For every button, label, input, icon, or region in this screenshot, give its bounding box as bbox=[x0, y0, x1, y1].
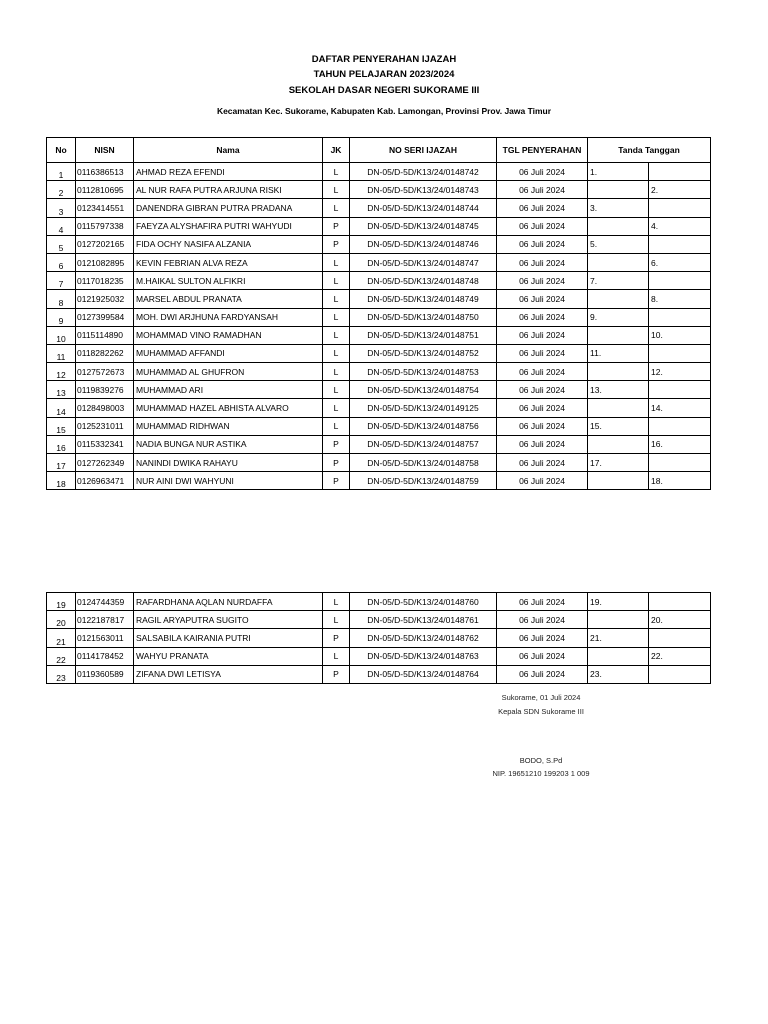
row-nama: NUR AINI DWI WAHYUNI bbox=[134, 472, 323, 490]
row-nama: NADIA BUNGA NUR ASTIKA bbox=[134, 435, 323, 453]
table-row bbox=[47, 363, 711, 381]
row-no-seri: DN-05/D-5D/K13/24/0148756 bbox=[350, 417, 497, 435]
row-nama: NANINDI DWIKA RAHAYU bbox=[134, 454, 323, 472]
row-tgl: 06 Juli 2024 bbox=[497, 363, 588, 381]
row-nisn: 0128498003 bbox=[76, 399, 134, 417]
row-signature-left bbox=[588, 326, 649, 344]
row-jk: L bbox=[323, 199, 350, 217]
table-row bbox=[47, 181, 711, 199]
row-no-seri: DN-05/D-5D/K13/24/0148763 bbox=[350, 647, 497, 665]
row-signature-right: 4. bbox=[649, 217, 711, 235]
row-no: 5 bbox=[47, 235, 76, 253]
row-no-seri: DN-05/D-5D/K13/24/0148747 bbox=[350, 253, 497, 271]
row-nisn: 0115114890 bbox=[76, 326, 134, 344]
row-jk: P bbox=[323, 435, 350, 453]
row-tgl: 06 Juli 2024 bbox=[497, 665, 588, 683]
row-tgl: 06 Juli 2024 bbox=[497, 399, 588, 417]
row-no: 16 bbox=[47, 435, 76, 453]
row-jk: L bbox=[323, 593, 350, 611]
row-no: 1 bbox=[47, 163, 76, 181]
row-no-seri: DN-05/D-5D/K13/24/0148748 bbox=[350, 272, 497, 290]
row-no: 15 bbox=[47, 417, 76, 435]
row-no: 7 bbox=[47, 272, 76, 290]
row-no: 13 bbox=[47, 381, 76, 399]
row-nisn: 0126963471 bbox=[76, 472, 134, 490]
row-signature-left bbox=[588, 217, 649, 235]
row-signature-right bbox=[649, 344, 711, 362]
row-no: 3 bbox=[47, 199, 76, 217]
row-signature-right: 2. bbox=[649, 181, 711, 199]
row-tgl: 06 Juli 2024 bbox=[497, 308, 588, 326]
row-nisn: 0119360589 bbox=[76, 665, 134, 683]
row-tgl: 06 Juli 2024 bbox=[497, 435, 588, 453]
school-name: SEKOLAH DASAR NEGERI SUKORAME III bbox=[288, 85, 480, 96]
row-tgl: 06 Juli 2024 bbox=[497, 647, 588, 665]
row-nisn: 0127262349 bbox=[76, 454, 134, 472]
row-nama: DANENDRA GIBRAN PUTRA PRADANA bbox=[134, 199, 323, 217]
row-no-seri: DN-05/D-5D/K13/24/0148752 bbox=[350, 344, 497, 362]
header-nama: Nama bbox=[134, 138, 323, 163]
row-nama: MOHAMMAD VINO RAMADHAN bbox=[134, 326, 323, 344]
row-signature-right bbox=[649, 665, 711, 683]
row-nama: AHMAD REZA EFENDI bbox=[134, 163, 323, 181]
row-jk: P bbox=[323, 665, 350, 683]
row-nisn: 0119839276 bbox=[76, 381, 134, 399]
row-no: 8 bbox=[47, 290, 76, 308]
header-jk: JK bbox=[323, 138, 350, 163]
row-signature-left: 5. bbox=[588, 235, 649, 253]
signature-name: BODO, S.Pd bbox=[519, 756, 563, 765]
table-row bbox=[47, 417, 711, 435]
table-row bbox=[47, 472, 711, 490]
signature-nip: NIP. 19651210 199203 1 009 bbox=[492, 769, 590, 778]
row-signature-left: 11. bbox=[588, 344, 649, 362]
table-row bbox=[47, 611, 711, 629]
row-signature-right bbox=[649, 417, 711, 435]
row-no-seri: DN-05/D-5D/K13/24/0148751 bbox=[350, 326, 497, 344]
row-no: 14 bbox=[47, 399, 76, 417]
header-tanda-tangan: Tanda Tanggan bbox=[588, 138, 711, 163]
row-jk: L bbox=[323, 326, 350, 344]
row-nama: MUHAMMAD ARI bbox=[134, 381, 323, 399]
row-nisn: 0121082895 bbox=[76, 253, 134, 271]
table-row bbox=[47, 399, 711, 417]
row-signature-right: 22. bbox=[649, 647, 711, 665]
location-line: Kecamatan Kec. Sukorame, Kabupaten Kab. Lamongan, Provinsi Prov. Jawa Timur bbox=[216, 106, 552, 116]
row-signature-left bbox=[588, 290, 649, 308]
row-no-seri: DN-05/D-5D/K13/24/0148759 bbox=[350, 472, 497, 490]
row-signature-right bbox=[649, 629, 711, 647]
row-tgl: 06 Juli 2024 bbox=[497, 417, 588, 435]
row-no: 19 bbox=[47, 593, 76, 611]
row-signature-right: 8. bbox=[649, 290, 711, 308]
table-row bbox=[47, 647, 711, 665]
row-tgl: 06 Juli 2024 bbox=[497, 593, 588, 611]
table-row bbox=[47, 593, 711, 611]
row-tgl: 06 Juli 2024 bbox=[497, 629, 588, 647]
row-jk: L bbox=[323, 181, 350, 199]
row-nisn: 0115797338 bbox=[76, 217, 134, 235]
row-signature-right bbox=[649, 593, 711, 611]
table-row bbox=[47, 163, 711, 181]
row-signature-right bbox=[649, 235, 711, 253]
row-signature-left: 9. bbox=[588, 308, 649, 326]
table-row bbox=[47, 629, 711, 647]
row-no-seri: DN-05/D-5D/K13/24/0148758 bbox=[350, 454, 497, 472]
row-jk: L bbox=[323, 308, 350, 326]
row-no-seri: DN-05/D-5D/K13/24/0148754 bbox=[350, 381, 497, 399]
row-nama: FAEYZA ALYSHAFIRA PUTRI WAHYUDI bbox=[134, 217, 323, 235]
diploma-table bbox=[46, 137, 711, 490]
row-no: 11 bbox=[47, 344, 76, 362]
row-signature-left bbox=[588, 253, 649, 271]
table-row bbox=[47, 381, 711, 399]
row-no-seri: DN-05/D-5D/K13/24/0148762 bbox=[350, 629, 497, 647]
row-nisn: 0121925032 bbox=[76, 290, 134, 308]
row-signature-left bbox=[588, 363, 649, 381]
row-no: 2 bbox=[47, 181, 76, 199]
row-nama: AL NUR RAFA PUTRA ARJUNA RISKI bbox=[134, 181, 323, 199]
row-signature-right: 12. bbox=[649, 363, 711, 381]
row-tgl: 06 Juli 2024 bbox=[497, 163, 588, 181]
row-signature-left: 23. bbox=[588, 665, 649, 683]
table-row bbox=[47, 454, 711, 472]
row-tgl: 06 Juli 2024 bbox=[497, 217, 588, 235]
row-nisn: 0124744359 bbox=[76, 593, 134, 611]
row-no: 9 bbox=[47, 308, 76, 326]
row-nama: MOH. DWI ARJHUNA FARDYANSAH bbox=[134, 308, 323, 326]
row-signature-left: 17. bbox=[588, 454, 649, 472]
academic-year: TAHUN PELAJARAN 2023/2024 bbox=[313, 69, 455, 80]
row-tgl: 06 Juli 2024 bbox=[497, 272, 588, 290]
row-tgl: 06 Juli 2024 bbox=[497, 253, 588, 271]
row-nisn: 0117018235 bbox=[76, 272, 134, 290]
row-no-seri: DN-05/D-5D/K13/24/0148746 bbox=[350, 235, 497, 253]
table-row bbox=[47, 326, 711, 344]
row-no: 18 bbox=[47, 472, 76, 490]
row-no-seri: DN-05/D-5D/K13/24/0148760 bbox=[350, 593, 497, 611]
row-nisn: 0127202165 bbox=[76, 235, 134, 253]
row-tgl: 06 Juli 2024 bbox=[497, 326, 588, 344]
row-nama: KEVIN FEBRIAN ALVA REZA bbox=[134, 253, 323, 271]
row-jk: L bbox=[323, 647, 350, 665]
row-nisn: 0123414551 bbox=[76, 199, 134, 217]
row-signature-right bbox=[649, 454, 711, 472]
signature-place-date: Sukorame, 01 Juli 2024 bbox=[501, 693, 581, 702]
diploma-table-continued bbox=[46, 592, 711, 684]
row-signature-left: 21. bbox=[588, 629, 649, 647]
row-signature-right bbox=[649, 272, 711, 290]
row-no: 21 bbox=[47, 629, 76, 647]
row-nama: ZIFANA DWI LETISYA bbox=[134, 665, 323, 683]
row-signature-left: 13. bbox=[588, 381, 649, 399]
row-signature-left bbox=[588, 399, 649, 417]
row-signature-right: 20. bbox=[649, 611, 711, 629]
row-tgl: 06 Juli 2024 bbox=[497, 199, 588, 217]
row-nisn: 0116386513 bbox=[76, 163, 134, 181]
row-nisn: 0114178452 bbox=[76, 647, 134, 665]
table-header-row bbox=[47, 138, 711, 163]
row-no: 17 bbox=[47, 454, 76, 472]
row-jk: L bbox=[323, 381, 350, 399]
row-signature-right: 14. bbox=[649, 399, 711, 417]
row-jk: P bbox=[323, 217, 350, 235]
row-no-seri: DN-05/D-5D/K13/24/0149125 bbox=[350, 399, 497, 417]
row-no: 23 bbox=[47, 665, 76, 683]
row-no: 4 bbox=[47, 217, 76, 235]
row-nama: SALSABILA KAIRANIA PUTRI bbox=[134, 629, 323, 647]
table-row bbox=[47, 290, 711, 308]
row-signature-right: 18. bbox=[649, 472, 711, 490]
table-row bbox=[47, 308, 711, 326]
row-nama: MUHAMMAD AFFANDI bbox=[134, 344, 323, 362]
row-no: 10 bbox=[47, 326, 76, 344]
row-tgl: 06 Juli 2024 bbox=[497, 611, 588, 629]
row-jk: L bbox=[323, 290, 350, 308]
row-tgl: 06 Juli 2024 bbox=[497, 454, 588, 472]
table-row bbox=[47, 272, 711, 290]
row-signature-left bbox=[588, 472, 649, 490]
row-jk: L bbox=[323, 344, 350, 362]
row-no: 6 bbox=[47, 253, 76, 271]
row-tgl: 06 Juli 2024 bbox=[497, 235, 588, 253]
row-no: 22 bbox=[47, 647, 76, 665]
row-nisn: 0118282262 bbox=[76, 344, 134, 362]
row-jk: P bbox=[323, 235, 350, 253]
row-jk: L bbox=[323, 272, 350, 290]
row-signature-right bbox=[649, 199, 711, 217]
row-no-seri: DN-05/D-5D/K13/24/0148764 bbox=[350, 665, 497, 683]
table-row bbox=[47, 199, 711, 217]
row-nama: FIDA OCHY NASIFA ALZANIA bbox=[134, 235, 323, 253]
row-nisn: 0122187817 bbox=[76, 611, 134, 629]
header-no: No bbox=[47, 138, 76, 163]
row-jk: P bbox=[323, 472, 350, 490]
row-signature-left bbox=[588, 647, 649, 665]
row-no-seri: DN-05/D-5D/K13/24/0148749 bbox=[350, 290, 497, 308]
row-nisn: 0127399584 bbox=[76, 308, 134, 326]
document-title: DAFTAR PENYERAHAN IJAZAH bbox=[311, 54, 457, 65]
table-body-continued bbox=[47, 593, 711, 684]
row-signature-left: 3. bbox=[588, 199, 649, 217]
row-nama: WAHYU PRANATA bbox=[134, 647, 323, 665]
row-signature-right bbox=[649, 163, 711, 181]
row-tgl: 06 Juli 2024 bbox=[497, 290, 588, 308]
row-nisn: 0127572673 bbox=[76, 363, 134, 381]
table-row bbox=[47, 253, 711, 271]
row-jk: L bbox=[323, 399, 350, 417]
row-signature-right: 6. bbox=[649, 253, 711, 271]
row-no-seri: DN-05/D-5D/K13/24/0148753 bbox=[350, 363, 497, 381]
row-no-seri: DN-05/D-5D/K13/24/0148745 bbox=[350, 217, 497, 235]
row-no-seri: DN-05/D-5D/K13/24/0148750 bbox=[350, 308, 497, 326]
row-jk: L bbox=[323, 611, 350, 629]
row-nama: M.HAIKAL SULTON ALFIKRI bbox=[134, 272, 323, 290]
row-signature-left bbox=[588, 181, 649, 199]
row-signature-left bbox=[588, 435, 649, 453]
signature-position: Kepala SDN Sukorame III bbox=[498, 707, 584, 716]
row-nama: MUHAMMAD AL GHUFRON bbox=[134, 363, 323, 381]
row-no: 12 bbox=[47, 363, 76, 381]
row-jk: L bbox=[323, 163, 350, 181]
row-tgl: 06 Juli 2024 bbox=[497, 344, 588, 362]
row-signature-left: 1. bbox=[588, 163, 649, 181]
row-nisn: 0115332341 bbox=[76, 435, 134, 453]
row-nisn: 0112810695 bbox=[76, 181, 134, 199]
row-tgl: 06 Juli 2024 bbox=[497, 472, 588, 490]
header-no-seri: NO SERI IJAZAH bbox=[350, 138, 497, 163]
row-nisn: 0125231011 bbox=[76, 417, 134, 435]
table-row bbox=[47, 217, 711, 235]
row-no-seri: DN-05/D-5D/K13/24/0148757 bbox=[350, 435, 497, 453]
row-tgl: 06 Juli 2024 bbox=[497, 381, 588, 399]
row-signature-right bbox=[649, 308, 711, 326]
table-row bbox=[47, 435, 711, 453]
row-no-seri: DN-05/D-5D/K13/24/0148743 bbox=[350, 181, 497, 199]
row-no: 20 bbox=[47, 611, 76, 629]
row-signature-left: 7. bbox=[588, 272, 649, 290]
row-jk: L bbox=[323, 363, 350, 381]
row-signature-right: 16. bbox=[649, 435, 711, 453]
row-signature-right bbox=[649, 381, 711, 399]
table-row bbox=[47, 344, 711, 362]
row-signature-left: 19. bbox=[588, 593, 649, 611]
row-nama: MUHAMMAD RIDHWAN bbox=[134, 417, 323, 435]
row-no-seri: DN-05/D-5D/K13/24/0148744 bbox=[350, 199, 497, 217]
table-body bbox=[47, 163, 711, 490]
table-row bbox=[47, 235, 711, 253]
row-jk: P bbox=[323, 629, 350, 647]
header-tgl: TGL PENYERAHAN bbox=[497, 138, 588, 163]
row-nama: MUHAMMAD HAZEL ABHISTA ALVARO bbox=[134, 399, 323, 417]
row-nama: RAGIL ARYAPUTRA SUGITO bbox=[134, 611, 323, 629]
row-jk: L bbox=[323, 253, 350, 271]
row-signature-left bbox=[588, 611, 649, 629]
row-no-seri: DN-05/D-5D/K13/24/0148742 bbox=[350, 163, 497, 181]
row-nama: MARSEL ABDUL PRANATA bbox=[134, 290, 323, 308]
row-no-seri: DN-05/D-5D/K13/24/0148761 bbox=[350, 611, 497, 629]
row-jk: L bbox=[323, 417, 350, 435]
row-nama: RAFARDHANA AQLAN NURDAFFA bbox=[134, 593, 323, 611]
row-signature-right: 10. bbox=[649, 326, 711, 344]
header-nisn: NISN bbox=[76, 138, 134, 163]
table-row bbox=[47, 665, 711, 683]
row-jk: P bbox=[323, 454, 350, 472]
row-tgl: 06 Juli 2024 bbox=[497, 181, 588, 199]
row-signature-left: 15. bbox=[588, 417, 649, 435]
row-nisn: 0121563011 bbox=[76, 629, 134, 647]
